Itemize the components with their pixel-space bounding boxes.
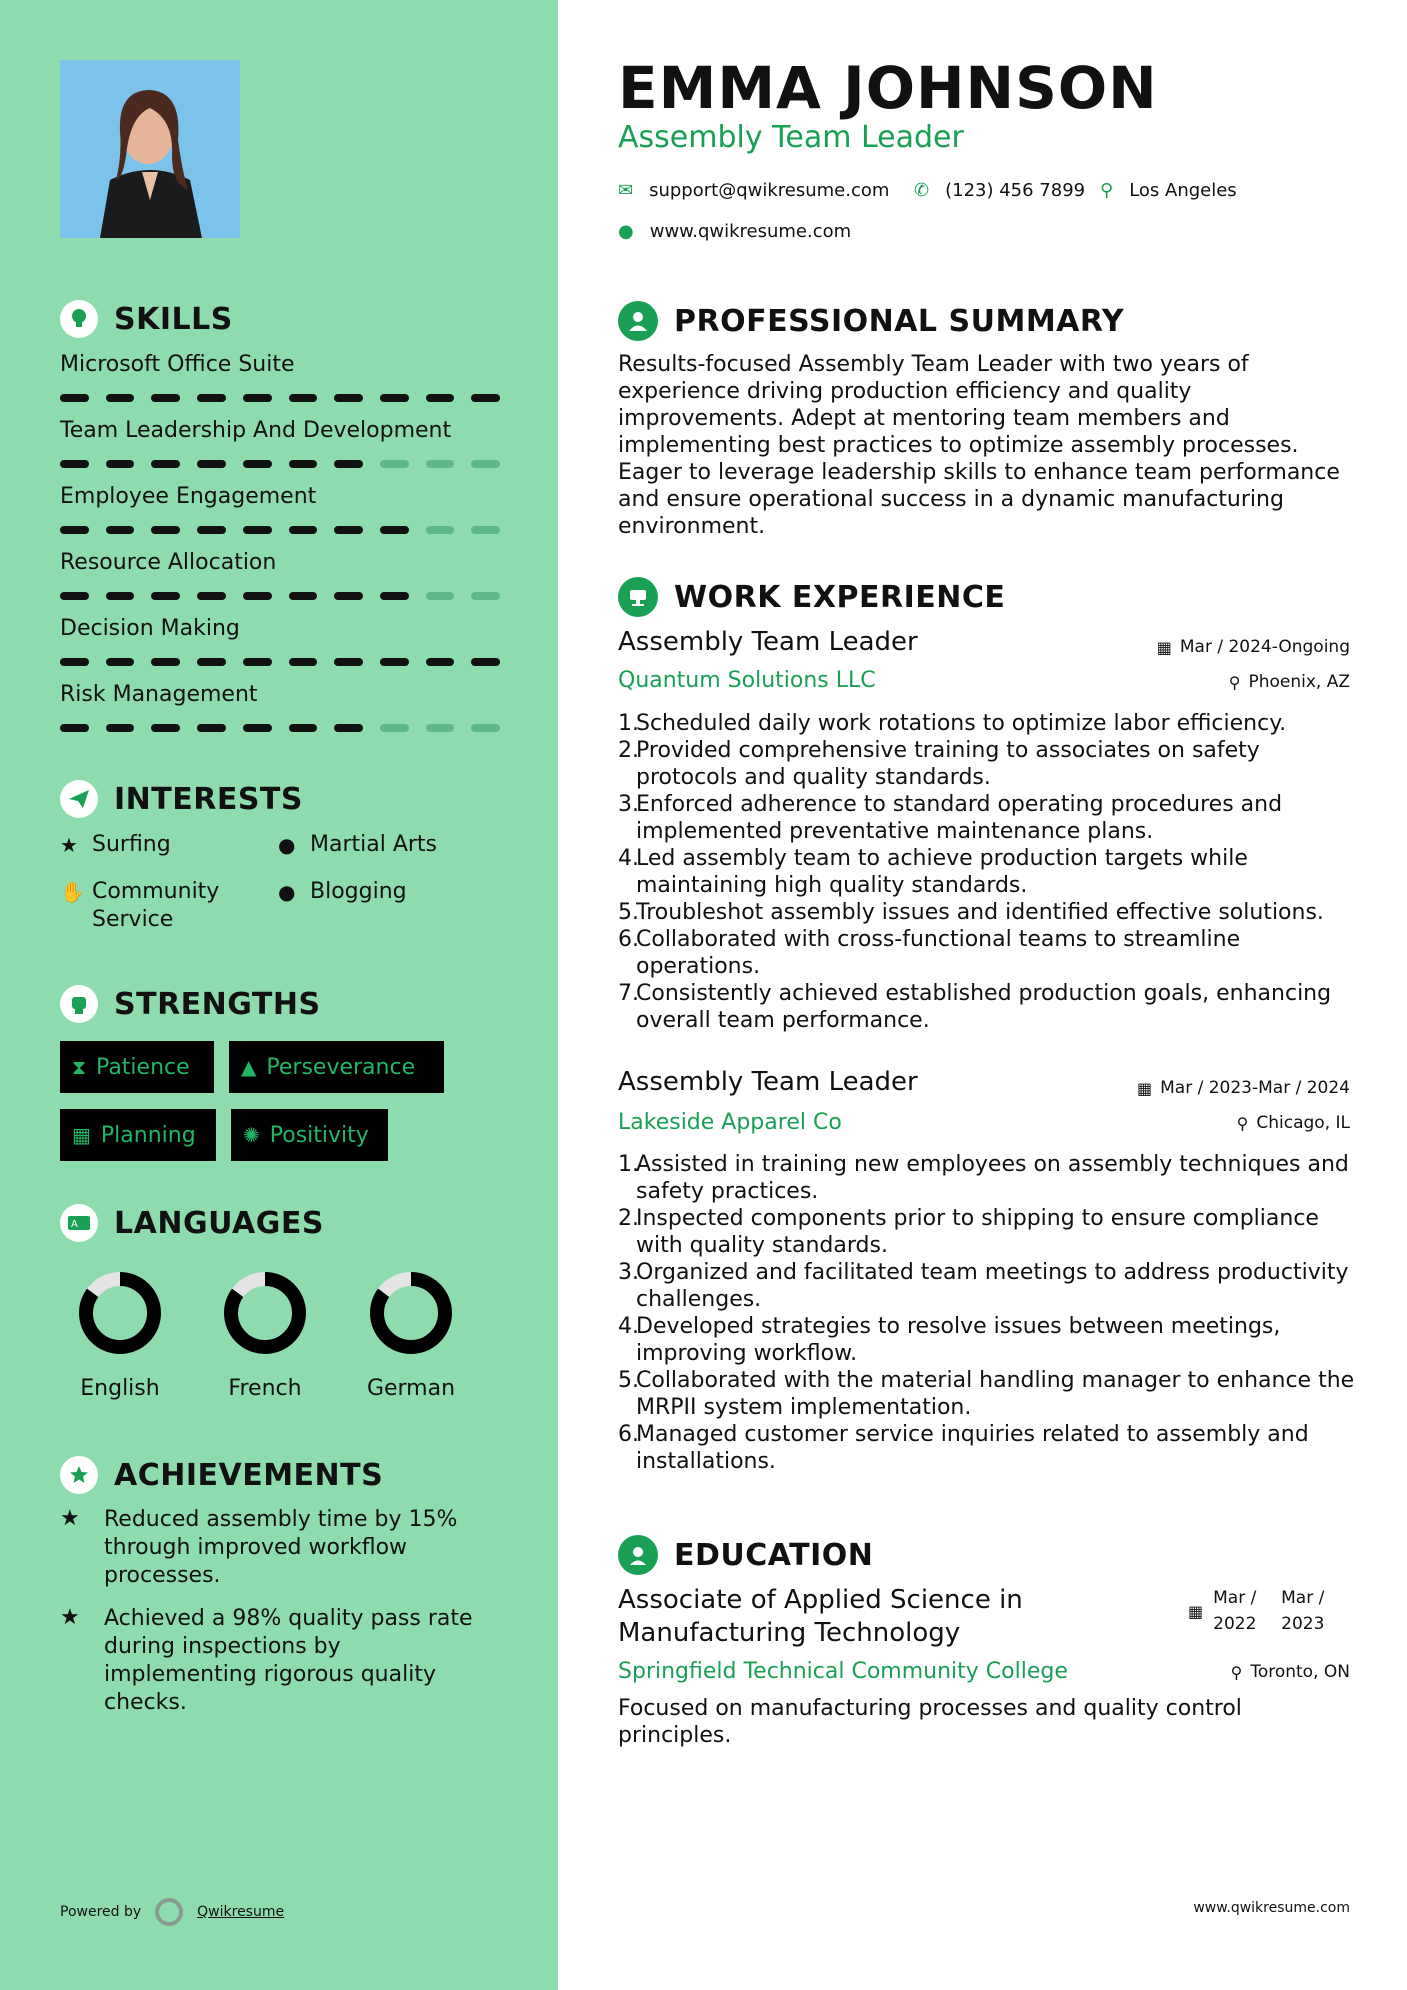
job-title: Assembly Team Leader <box>618 627 918 657</box>
skill-level-bar <box>60 460 500 468</box>
skill-level-dot <box>243 658 272 666</box>
svg-text:A: A <box>71 1219 78 1230</box>
skill-level-dot <box>289 592 318 600</box>
calendar-icon: ▦ <box>1188 1601 1204 1621</box>
skill-level-dot <box>289 658 318 666</box>
language-item <box>60 1268 180 1401</box>
qwikresume-logo-icon <box>155 1898 183 1926</box>
skill-level-dot <box>60 526 89 534</box>
sidebar <box>0 0 558 1990</box>
language-label: French <box>228 1376 302 1401</box>
skills-heading: SKILLS <box>60 300 233 338</box>
skill-level-dot <box>334 592 363 600</box>
skill-level-dot <box>334 724 363 732</box>
pin-icon: ⚲ <box>1236 1113 1249 1133</box>
skill-level-dot <box>380 658 409 666</box>
skill-level-dot <box>106 460 135 468</box>
education-dates: ▦ Mar / 2022 Mar / 2023 <box>1188 1588 1325 1634</box>
profile-photo <box>60 60 240 238</box>
skill-level-dot <box>471 394 500 402</box>
list-item: Enforced adherence to standard operating procedures and implemented preventative maintenance plans. <box>636 792 1283 844</box>
footer-url[interactable]: www.qwikresume.com <box>1193 1900 1350 1916</box>
skill-level-dot <box>289 724 318 732</box>
skill-level-dot <box>243 526 272 534</box>
skill-level-dot <box>380 724 409 732</box>
skill-item <box>60 682 500 732</box>
skill-item <box>60 418 500 468</box>
interest-item: ✋ Community Service <box>60 879 220 932</box>
interest-item: ● Martial Arts <box>278 832 438 857</box>
list-item: Provided comprehensive training to associates on safety protocols and quality standards. <box>636 738 1260 790</box>
skill-level-bar <box>60 394 500 402</box>
skill-item <box>60 616 500 666</box>
skill-level-dot <box>334 394 363 402</box>
candidate-role: Assembly Team Leader <box>618 120 964 155</box>
skill-level-dot <box>243 394 272 402</box>
job-title: Assembly Team Leader <box>618 1067 918 1097</box>
list-item: Consistently achieved established production goals, enhancing overall team performance. <box>636 981 1332 1033</box>
skill-level-dot <box>334 526 363 534</box>
job-bullets <box>618 1151 1358 1475</box>
skill-level-dot <box>471 526 500 534</box>
skill-level-dot <box>197 460 226 468</box>
skill-level-dot <box>243 592 272 600</box>
degree-title: Associate of Applied Science in Manufacturing Technology <box>618 1585 1023 1648</box>
skill-level-dot <box>60 592 89 600</box>
skill-level-dot <box>60 658 89 666</box>
skill-level-dot <box>243 460 272 468</box>
skill-level-dot <box>197 394 226 402</box>
skill-level-dot <box>426 724 455 732</box>
skill-level-dot <box>60 460 89 468</box>
job-location: ⚲ Phoenix, AZ <box>1228 672 1350 692</box>
skill-level-bar <box>60 592 500 600</box>
skill-level-dot <box>380 460 409 468</box>
experience-heading: WORK EXPERIENCE <box>618 577 1005 617</box>
strength-tag: ✺ Positivity <box>231 1109 388 1161</box>
achievements-heading: ACHIEVEMENTS <box>60 1456 383 1494</box>
main-content <box>558 0 1407 1990</box>
skill-level-dot <box>289 460 318 468</box>
skill-level-dot <box>151 592 180 600</box>
language-gauge <box>75 1268 165 1358</box>
strength-tag: ⧗ Patience <box>60 1041 214 1093</box>
skill-level-dot <box>106 394 135 402</box>
envelope-icon: ✉ <box>618 180 634 201</box>
skill-level-dot <box>289 394 318 402</box>
skill-level-bar <box>60 658 500 666</box>
list-item: Organized and facilitated team meetings to address productivity challenges. <box>636 1260 1349 1312</box>
list-item: Developed strategies to resolve issues between meetings, improving workflow. <box>636 1314 1281 1366</box>
education-location: ⚲ Toronto, ON <box>1230 1662 1350 1682</box>
fist-icon <box>60 985 98 1023</box>
language-icon <box>60 1204 98 1242</box>
list-item: Assisted in training new employees on assembly techniques and safety practices. <box>636 1152 1349 1204</box>
school-name: Springfield Technical Community College <box>618 1659 1068 1684</box>
road-icon: ▲ <box>241 1055 257 1079</box>
skill-level-dot <box>151 658 180 666</box>
education-heading: EDUCATION <box>618 1535 873 1575</box>
gear-icon: ✺ <box>243 1123 260 1147</box>
skill-label: Employee Engagement <box>60 484 317 509</box>
globe-icon: ● <box>618 221 634 242</box>
language-gauge <box>366 1268 456 1358</box>
contact-email: ✉ support@qwikresume.com <box>618 180 890 201</box>
contact-location: ⚲ Los Angeles <box>1100 180 1237 201</box>
skill-level-dot <box>426 526 455 534</box>
skill-level-dot <box>151 460 180 468</box>
languages-heading: A LANGUAGES <box>60 1204 324 1242</box>
users-icon: ● <box>278 880 296 904</box>
skill-level-dot <box>471 592 500 600</box>
lightbulb-icon <box>60 300 98 338</box>
brand-link[interactable]: Qwikresume <box>197 1904 285 1920</box>
list-item: Inspected components prior to shipping to ensure compliance with quality standards. <box>636 1206 1319 1258</box>
language-item <box>205 1268 325 1401</box>
language-label: German <box>366 1376 456 1401</box>
list-item: Troubleshot assembly issues and identified effective solutions. <box>636 900 1324 925</box>
skill-item <box>60 484 500 534</box>
skill-level-dot <box>60 394 89 402</box>
skill-level-dot <box>426 394 455 402</box>
skill-level-bar <box>60 526 500 534</box>
summary-text: Results-focused Assembly Team Leader with two years of experience driving production efficiency and quality improvements. Adept at mentoring team members and implementing best practices to optimize assembly processes. Eager to leverage leadership skills to enhance team performance and ensure operational success in a dynamic manufacturing environment. <box>618 352 1340 539</box>
language-gauge <box>220 1268 310 1358</box>
skill-level-dot <box>334 658 363 666</box>
hand-icon: ✋ <box>60 880 85 904</box>
globe-icon: ● <box>278 833 296 857</box>
list-item: Led assembly team to achieve production targets while maintaining high quality standards. <box>636 846 1248 898</box>
job-dates: ▦ Mar / 2023-Mar / 2024 <box>1136 1078 1350 1098</box>
skill-level-dot <box>471 658 500 666</box>
contact-phone: ✆ (123) 456 7899 <box>914 180 1086 201</box>
skill-label: Decision Making <box>60 616 240 641</box>
skill-level-dot <box>289 526 318 534</box>
skill-level-dot <box>151 526 180 534</box>
list-item: Managed customer service inquiries related to assembly and installations. <box>636 1422 1309 1474</box>
skill-level-dot <box>197 526 226 534</box>
powered-by: Powered by Qwikresume <box>60 1898 284 1926</box>
job-dates: ▦ Mar / 2024-Ongoing <box>1156 637 1350 657</box>
skill-label: Risk Management <box>60 682 258 707</box>
hourglass-icon: ⧗ <box>72 1055 87 1079</box>
star-icon: ★ <box>60 1605 80 1630</box>
skill-level-dot <box>151 394 180 402</box>
education-description: Focused on manufacturing processes and quality control principles. <box>618 1696 1242 1748</box>
phone-icon: ✆ <box>914 180 930 201</box>
calendar-icon: ▦ <box>1136 1078 1153 1098</box>
briefcase-icon <box>618 577 658 617</box>
skill-level-dot <box>197 592 226 600</box>
job-company: Lakeside Apparel Co <box>618 1110 842 1135</box>
list-item: Collaborated with cross-functional teams to streamline operations. <box>636 927 1241 979</box>
skill-level-dot <box>380 592 409 600</box>
skill-level-dot <box>60 724 89 732</box>
calendar-icon: ▦ <box>72 1123 91 1147</box>
language-item <box>351 1268 471 1401</box>
user-icon <box>618 301 658 341</box>
star-icon: ★ <box>60 833 78 857</box>
skill-level-dot <box>380 394 409 402</box>
calendar-icon: ▦ <box>1156 637 1172 657</box>
job-company: Quantum Solutions LLC <box>618 668 876 693</box>
contact-website: ● www.qwikresume.com <box>618 221 852 242</box>
skill-level-dot <box>106 526 135 534</box>
paper-plane-icon <box>60 780 98 818</box>
skill-level-dot <box>471 724 500 732</box>
map-pin-icon: ⚲ <box>1100 180 1114 201</box>
strengths-heading: STRENGTHS <box>60 985 321 1023</box>
pin-icon: ⚲ <box>1230 1662 1243 1682</box>
skill-level-dot <box>334 460 363 468</box>
summary-heading: PROFESSIONAL SUMMARY <box>618 301 1124 341</box>
skill-level-bar <box>60 724 500 732</box>
skill-level-dot <box>106 658 135 666</box>
pin-icon: ⚲ <box>1228 672 1241 692</box>
star-icon: ★ <box>60 1506 80 1531</box>
job-location: ⚲ Chicago, IL <box>1236 1113 1350 1133</box>
skill-level-dot <box>243 724 272 732</box>
skill-item <box>60 352 500 402</box>
skill-level-dot <box>106 592 135 600</box>
skill-label: Microsoft Office Suite <box>60 352 295 377</box>
skill-item <box>60 550 500 600</box>
list-item: Collaborated with the material handling manager to enhance the MRPII system implementation. <box>636 1368 1355 1420</box>
skill-level-dot <box>426 460 455 468</box>
skill-level-dot <box>197 724 226 732</box>
skill-level-dot <box>426 592 455 600</box>
skill-level-dot <box>380 526 409 534</box>
skill-level-dot <box>151 724 180 732</box>
interest-item: ● Blogging <box>278 879 407 904</box>
candidate-name: EMMA JOHNSON <box>618 54 1158 122</box>
achievement-item: ★ Reduced assembly time by 15% through improved workflow processes. <box>60 1506 458 1588</box>
skill-label: Team Leadership And Development <box>60 418 452 443</box>
list-item: Scheduled daily work rotations to optimize labor efficiency. <box>636 711 1287 736</box>
interest-item: ★ Surfing <box>60 832 171 857</box>
skill-level-dot <box>106 724 135 732</box>
skill-level-dot <box>471 460 500 468</box>
skill-level-dot <box>426 658 455 666</box>
strength-tag: ▦ Planning <box>60 1109 216 1161</box>
skill-level-dot <box>197 658 226 666</box>
skill-label: Resource Allocation <box>60 550 277 575</box>
interests-heading: INTERESTS <box>60 780 303 818</box>
achievement-item: ★ Achieved a 98% quality pass rate during inspections by implementing rigorous quality checks. <box>60 1605 473 1715</box>
strength-tag: ▲ Perseverance <box>229 1041 444 1093</box>
award-star-icon <box>60 1456 98 1494</box>
language-label: English <box>80 1376 160 1401</box>
job-bullets <box>618 710 1358 1034</box>
graduate-icon <box>618 1535 658 1575</box>
